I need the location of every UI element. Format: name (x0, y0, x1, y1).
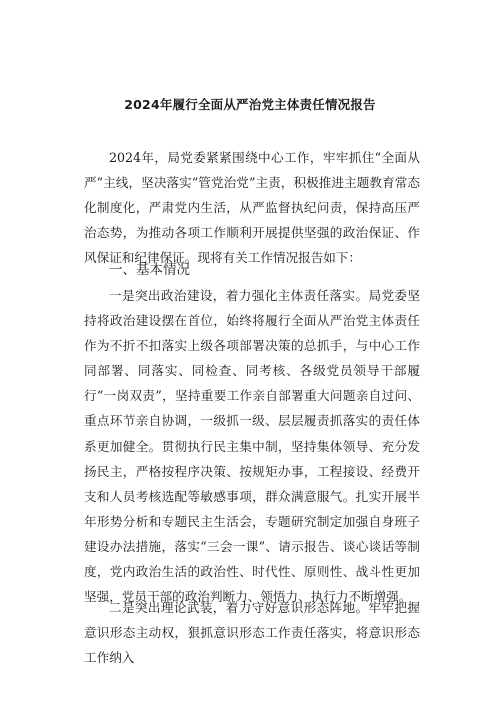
paragraph-political-construction: 一是突出政治建设，着力强化主体责任落实。局党委坚持将政治建设摆在首位，始终将履行全面从严治党主体责任作为不折不扣落实上级各项部署决策的总抓手，与中心工作同部署、同落实、同检查、同考核、各级党员领导干部履行“一岗双责”，坚持重要工作亲自部署重大问题亲自过问、重点环节亲自协调，一级抓一级、层层履责抓落实的责任体系更加健全。贯彻执行民主集中制，坚持集体领导、充分发扬民主，严格按程序决策、按规矩办事，工程接设、经费开支和人员考核选配等敏感事项，群众满意服气。扎实开展半年形势分析和专题民主生活会，专题研究制定加强自身班子建设办法措施，落实“三会一课”、请示报告、谈心谈话等制度，党内政治生活的政治性、时代性、原则性、战斗性更加坚强，党员干部的政治判断力、领悟力、执行力不断增强。 (84, 288, 420, 605)
document-title: 2024年履行全面从严治党主体责任情况报告 (124, 97, 376, 112)
section-heading-basic-situation: 一、基本情况 (109, 262, 190, 278)
paragraph-theory-armament: 二是突出理论武装，着力守好意识形态阵地。牢牢把握意识形态主动权，狠抓意识形态工作责任落实，将意识形态工作纳入 (84, 600, 420, 666)
intro-paragraph: 2024年，局党委紧紧围绕中心工作，牢牢抓住“全面从严”主线，坚决落实“管党治党”主责，积极推进主题教育常态化制度化，严肃党内生活，从严监督执纪问责，保持高压严治态势，为推动各项工作顺利开展提供坚强的政治保证、作风保证和纪律保证。现将有关工作情况报告如下： (84, 150, 420, 266)
